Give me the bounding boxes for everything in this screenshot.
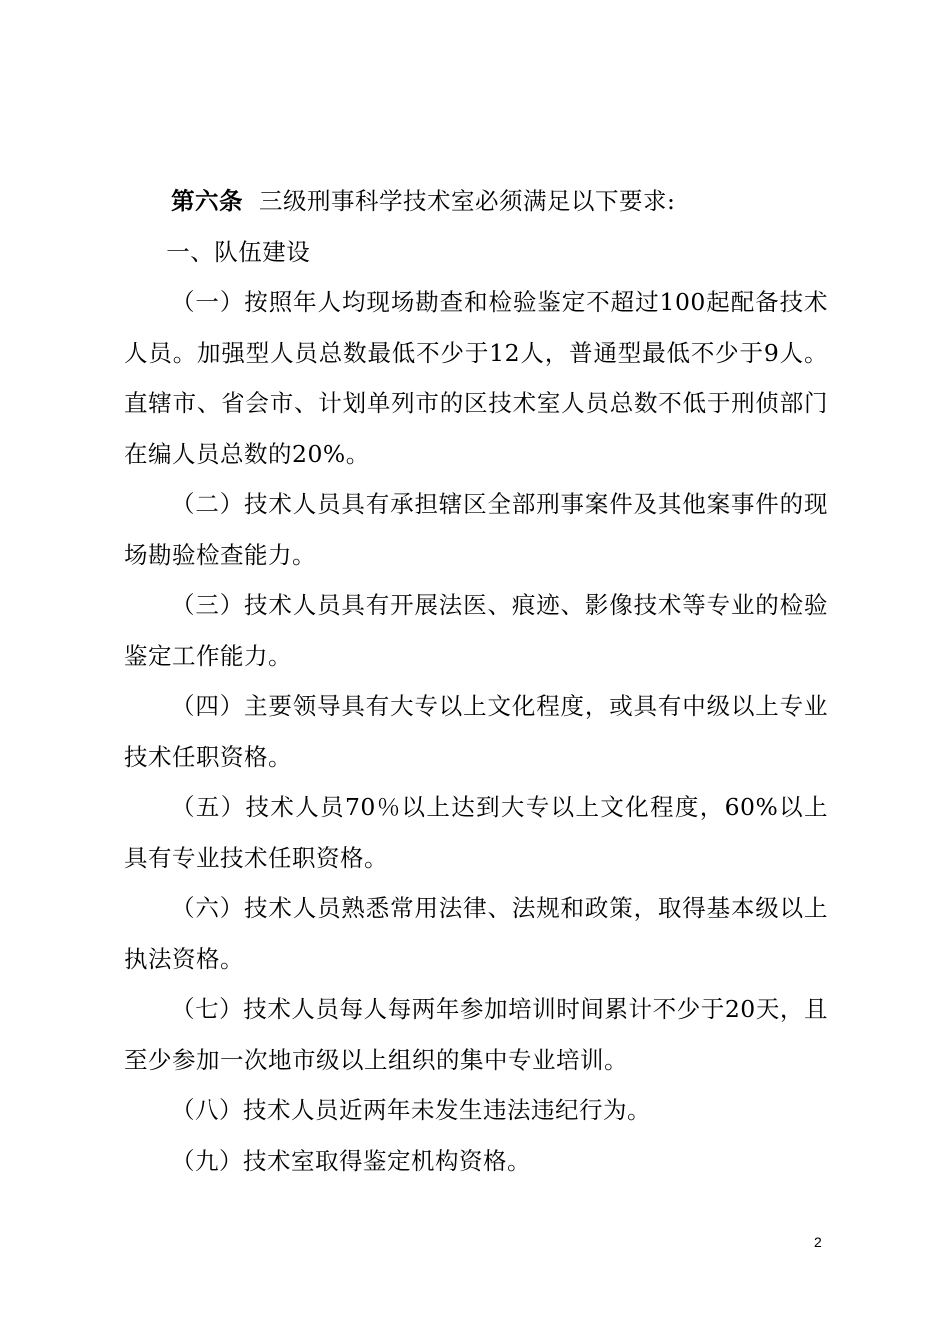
article-label: 第六条 <box>171 187 243 215</box>
paragraph-5: （五）技术人员70％以上达到大专以上文化程度，60%以上具有专业技术任职资格。 <box>124 793 828 872</box>
paragraph-7: （七）技术人员每人每两年参加培训时间累计不少于20天，且至少参加一次地市级以上组织的集中专业培训。 <box>124 995 828 1074</box>
paragraph-8: （八）技术人员近两年未发生违法违纪行为。 <box>171 1096 651 1124</box>
paragraph-4: （四）主要领导具有大专以上文化程度，或具有中级以上专业技术任职资格。 <box>124 692 828 771</box>
paragraph-1: （一）按照年人均现场勘查和检验鉴定不超过100起配备技术人员。加强型人员总数最低不少于12人，普通型最低不少于9人。直辖市、省会市、计划单列市的区技术室人员总数不低于刑侦部门在编人员总数的20%。 <box>124 288 828 468</box>
paragraph-3: （三）技术人员具有开展法医、痕迹、影像技术等专业的检验鉴定工作能力。 <box>124 591 828 670</box>
article-heading <box>124 176 828 227</box>
paragraph-6: （六）技术人员熟悉常用法律、法规和政策，取得基本级以上执法资格。 <box>124 894 828 973</box>
document-body <box>124 176 828 1186</box>
paragraph-2: （二）技术人员具有承担辖区全部刑事案件及其他案事件的现场勘验检查能力。 <box>124 490 828 569</box>
page-number: 2 <box>814 1234 822 1250</box>
section-heading: 一、队伍建设 <box>166 237 311 266</box>
paragraph-9: （九）技术室取得鉴定机构资格。 <box>171 1146 531 1175</box>
article-text: 三级刑事科学技术室必须满足以下要求: <box>258 187 676 215</box>
